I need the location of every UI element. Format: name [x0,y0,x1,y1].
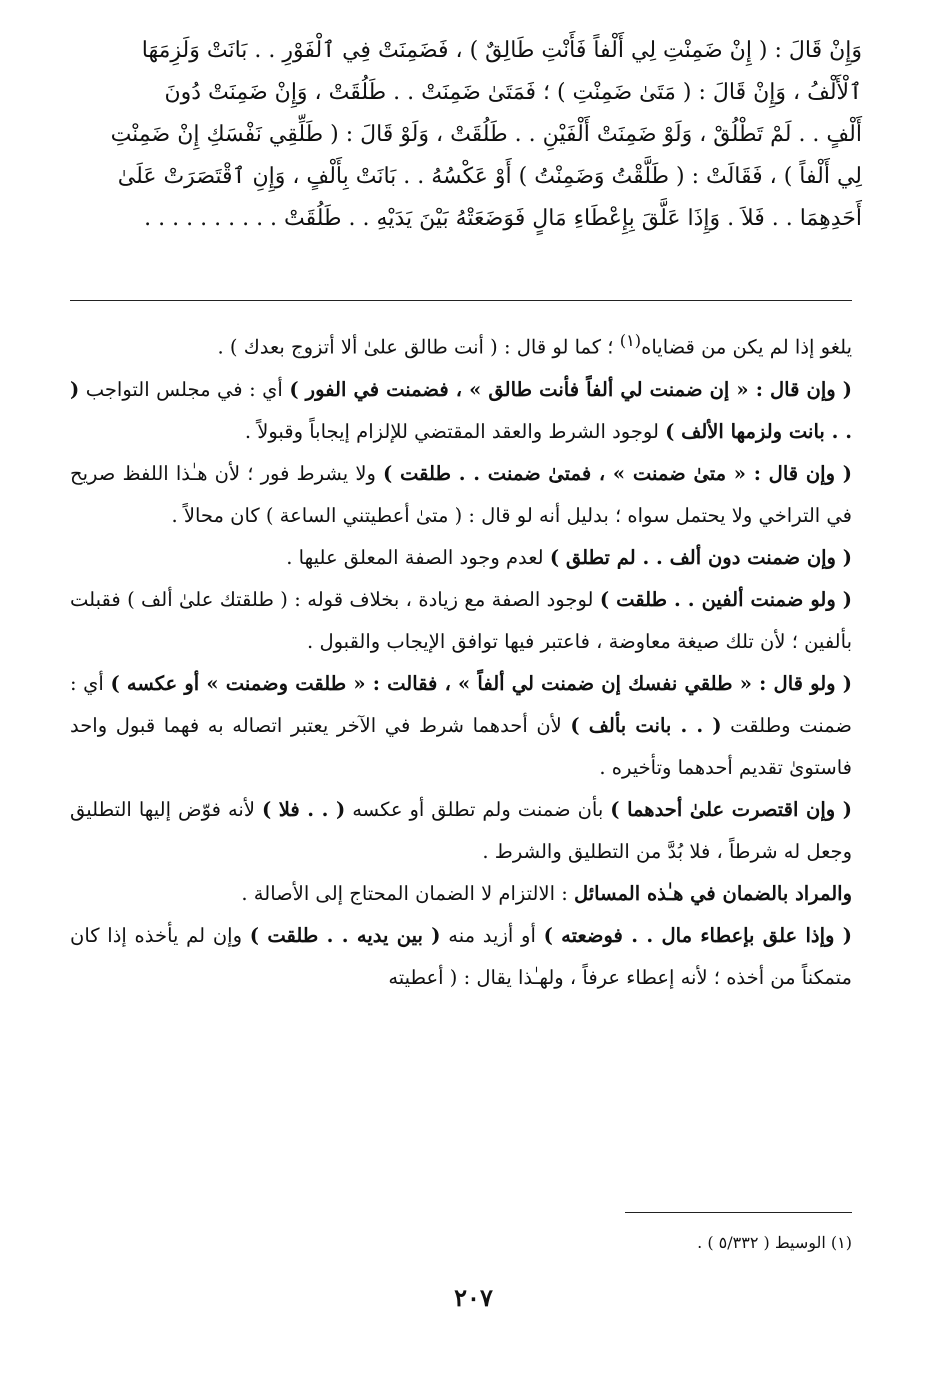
commentary-paragraph: ( ولو ضمنت ألفين . . طلقت ) لوجود الصفة مع زيادة ، بخلاف قوله : ( طلقتك علىٰ ألف ) فقبلت بألفين ؛ لأن تلك صيغة معاوضة ، فاعتبر فيها توافق الإيجاب والقبول . [70,587,852,653]
commentary-paragraph: ( وإن اقتصرت علىٰ أحدهما ) بأن ضمنت ولم تطلق أو عكسه ( . . فلا ) لأنه فوّض إليها التطليق وجعل له شرطاً ، فلا بُدَّ من التطليق والشرط . [70,797,852,863]
matn-text [70,30,862,240]
commentary-paragraph: ( وإن قال : « إن ضمنت لي ألفاً فأنت طالق » ، فضمنت في الفور ) أي : في مجلس التواجب ( . . بانت ولزمها الألف ) لوجود الشرط والعقد المقتضي للإلزام إيجاباً وقبولاً . [70,377,852,443]
commentary-paragraph: ( وإن قال : « متىٰ ضمنت » ، فمتىٰ ضمنت . . طلقت ) ولا يشرط فور ؛ لأن هـٰذا اللفظ صريح في التراخي ولا يحتمل سواه ؛ بدليل أنه لو قال : ( متىٰ أعطيتني الساعة ) كان محالاً . [70,461,852,527]
commentary-paragraph: ( وإن ضمنت دون ألف . . لم تطلق ) لعدم وجود الصفة المعلق عليها . [286,545,852,569]
matn-line: أَحَدِهِمَا . . فَلاَ . وَإِذَا عَلَّقَ بِإِعْطَاءِ مَالٍ فَوَضَعَتْهُ بَيْنَ يَدَيْهِ . . طَلُقَتْ . . . . . . . . . . [144,206,862,231]
commentary-paragraph: والمراد بالضمان في هـٰذه المسائل : الالتزام لا الضمان المحتاج إلى الأصالة . [241,881,852,905]
matn-line: وَإِنْ قَالَ : ( إِنْ ضَمِنْتِ لِي أَلْفاً فَأَنْتِ طَالِقٌ ) ، فَضَمِنَتْ فِي ٱلْفَوْرِ . . بَانَتْ وَلَزِمَهَا [141,38,862,63]
matn-line: لِي أَلْفاً ) ، فَقَالَتْ : ( طَلَّقْتُ وَضَمِنْتُ ) أَوْ عَكْسُهُ . . بَانَتْ بِأَلْفٍ ، وَإِنِ ٱقْتَصَرَتْ عَلَىٰ [117,164,862,189]
footnote: (١) الوسيط ( ٥/٣٣٢ ) . [697,1233,852,1252]
commentary-paragraph: يلغو إذا لم يكن من قضاياه$^{(١)}$ ؛ كما لو قال : ( أنت طالق علىٰ ألا أتزوج بعدك ) . [217,331,852,359]
page-number: ٢٠٧ [454,1283,493,1312]
matn-line: ٱلْأَلْفُ ، وَإِنْ قَالَ : ( مَتَىٰ ضَمِنْتِ ) ؛ فَمَتَىٰ ضَمِنَتْ . . طَلُقَتْ ، وَإِنْ ضَمِنَتْ دُونَ [164,80,862,105]
commentary-paragraph: ( وإذا علق بإعطاء مال . . فوضعته ) أو أزيد منه ( بين يديه . . طلقت ) وإن لم يأخذه إذا كان متمكناً من أخذه ؛ لأنه إعطاء عرفاً ، ولهـٰذا يقال : ( أعطيته [70,923,852,989]
commentary-text [70,320,852,999]
matn-line: أَلْفٍ . . لَمْ تَطْلُقْ ، وَلَوْ ضَمِنَتْ أَلْفَيْنِ . . طَلُقَتْ ، وَلَوْ قَالَ : ( طَلِّقِي نَفْسَكِ إِنْ ضَمِنْتِ [110,122,862,147]
footnote-divider [625,1212,852,1213]
matn-divider [70,300,852,301]
commentary-paragraph: ( ولو قال : « طلقي نفسك إن ضمنت لي ألفاً » ، فقالت : « طلقت وضمنت » أو عكسه ) أي : ضمنت وطلقت ( . . بانت بألف ) لأن أحدهما شرط في الآخر يعتبر اتصاله به فهما قبول واحد فاستوىٰ تقديم أحدهما وتأخيره . [70,671,852,779]
